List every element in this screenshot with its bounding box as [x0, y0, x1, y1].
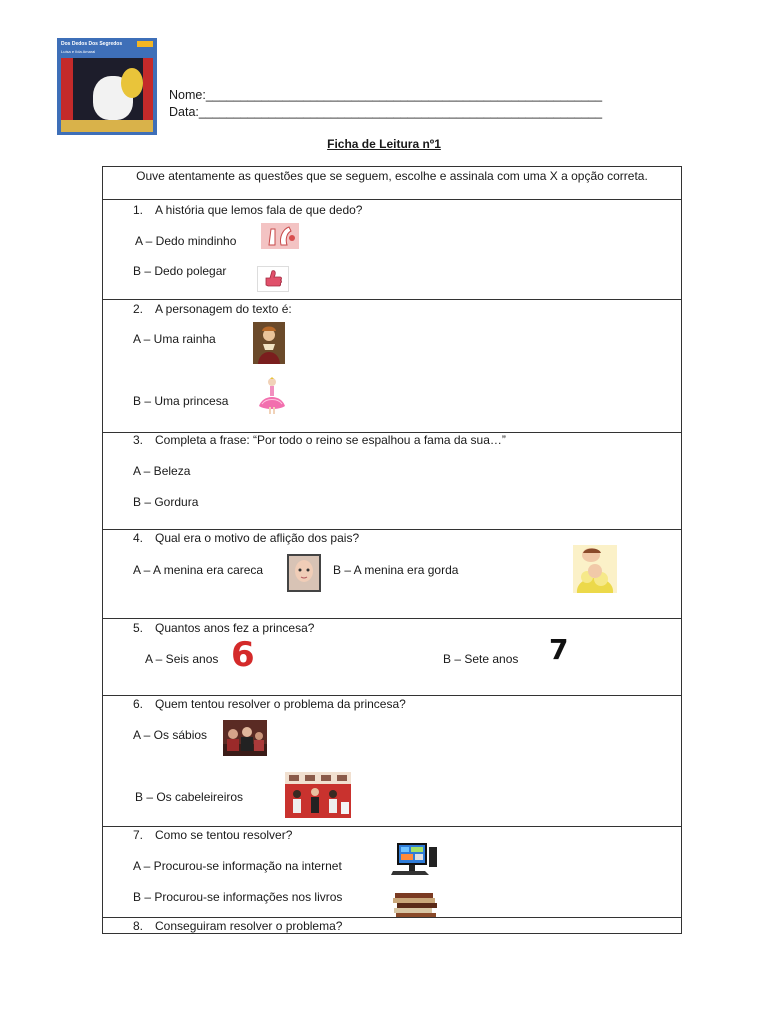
option-a[interactable]: A – Beleza — [133, 464, 191, 478]
question-1 — [103, 199, 681, 299]
option-b[interactable]: B – Os cabeleireiros — [135, 790, 244, 804]
question-number: 2. — [133, 302, 144, 316]
cover-floor — [61, 120, 153, 132]
question-number: 5. — [133, 621, 144, 635]
number-six-icon: 6 — [231, 635, 255, 675]
question-number: 8. — [133, 919, 144, 933]
question-2 — [103, 299, 681, 432]
option-a[interactable]: A – Procurou-se informação na internet — [133, 859, 342, 873]
option-b[interactable]: B – Uma princesa — [133, 394, 229, 408]
date-field[interactable]: Data:__________________________________________________________ — [169, 105, 603, 119]
option-a[interactable]: A – Seis anos — [145, 652, 219, 666]
name-field[interactable]: Nome:_________________________________________________________ — [169, 88, 603, 102]
instructions-text: Ouve atentamente as questões que se seguem, escolhe e assinala com uma X a opção correta. — [136, 169, 648, 183]
question-number: 7. — [133, 828, 144, 842]
question-7 — [103, 826, 681, 917]
question-number: 4. — [133, 531, 144, 545]
queen-portrait-icon — [253, 322, 285, 364]
option-a[interactable]: A – Os sábios — [133, 728, 208, 742]
option-b[interactable]: B – Procurou-se informações nos livros — [133, 890, 343, 904]
sheet-title: Ficha de Leitura nº1 — [327, 137, 441, 151]
number-seven-icon: 7 — [549, 633, 569, 666]
cover-title: Dos Dedos Dos Segredos — [61, 41, 123, 47]
question-text: Como se tentou resolver? — [155, 828, 293, 842]
question-3 — [103, 432, 681, 529]
cover-subtitle: Luísa e Ilda Amaral — [61, 49, 96, 54]
option-b[interactable]: B – Sete anos — [443, 652, 519, 666]
question-text: Qual era o motivo de aflição dos pais? — [155, 531, 360, 545]
fat-lady-icon — [573, 545, 617, 593]
question-8 — [103, 917, 681, 934]
option-b[interactable]: B – Dedo polegar — [133, 264, 227, 278]
question-5 — [103, 618, 681, 695]
cover-badge — [137, 41, 153, 47]
question-number: 1. — [133, 203, 144, 217]
option-b[interactable]: B – A menina era gorda — [333, 563, 459, 577]
computer-icon — [391, 841, 441, 877]
question-number: 3. — [133, 433, 144, 447]
option-a[interactable]: A – A menina era careca — [133, 563, 264, 577]
princess-icon — [253, 376, 291, 416]
hair-salon-photo-icon — [285, 772, 351, 818]
question-text: Quem tentou resolver o problema da princesa? — [155, 697, 406, 711]
question-4 — [103, 529, 681, 618]
worksheet-table — [102, 166, 682, 934]
question-6 — [103, 695, 681, 826]
book-cover-image — [57, 38, 157, 135]
question-text: A história que lemos fala de que dedo? — [155, 203, 363, 217]
question-text: Conseguiram resolver o problema? — [155, 919, 343, 933]
option-a[interactable]: A – Uma rainha — [133, 332, 216, 346]
thumbs-up-icon — [257, 266, 289, 292]
question-text: A personagem do texto é: — [155, 302, 292, 316]
cover-figure-head — [121, 68, 143, 98]
question-text: Quantos anos fez a princesa? — [155, 621, 315, 635]
option-b[interactable]: B – Gordura — [133, 495, 199, 509]
question-number: 6. — [133, 697, 144, 711]
pinky-finger-icon — [261, 223, 299, 249]
option-a[interactable]: A – Dedo mindinho — [135, 234, 237, 248]
scholars-photo-icon — [223, 720, 267, 756]
bald-doll-icon — [287, 554, 321, 592]
question-text: Completa a frase: “Por todo o reino se espalhou a fama da sua…” — [155, 433, 506, 447]
